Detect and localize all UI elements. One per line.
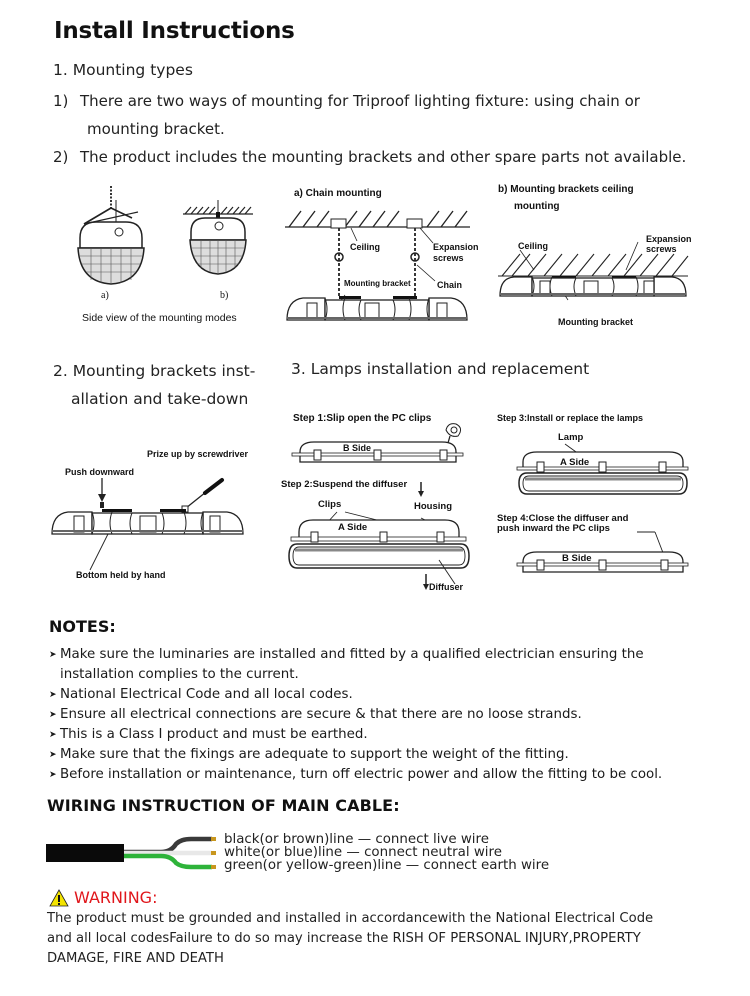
bracket-mounting-title-line2: mounting xyxy=(514,201,560,212)
warning-title: WARNING: xyxy=(74,888,158,907)
note-item xyxy=(49,707,582,722)
bullet-arrow-icon: ➤ xyxy=(49,690,57,700)
step3-lamp-label: Lamp xyxy=(558,432,584,443)
neutral-wire-tip xyxy=(211,851,216,855)
prize-up-label: Prize up by screwdriver xyxy=(147,449,249,459)
note-text: This is a Class I product and must be earthed. xyxy=(60,727,368,742)
warning-text-line3: DAMAGE, FIRE AND DEATH xyxy=(47,951,224,966)
step2-illustration xyxy=(285,480,470,590)
section-mounting-types-heading: 1. Mounting types xyxy=(53,61,193,79)
earth-wire xyxy=(120,856,212,867)
mounting-item-1-number: 1) xyxy=(53,92,69,110)
note-item xyxy=(49,767,662,782)
bottom-held-label: Bottom held by hand xyxy=(76,570,166,580)
bracket-ceiling-label: Ceiling xyxy=(518,241,549,251)
push-downward-label: Push downward xyxy=(65,467,135,477)
step3-a-side-label: A Side xyxy=(560,457,590,468)
bracket-takedown-illustration xyxy=(50,476,245,571)
note-item xyxy=(49,647,644,662)
note-item-cont xyxy=(60,667,299,682)
bracket-screws-label: screws xyxy=(646,244,677,254)
step4-label-line2: push inward the PC clips xyxy=(497,523,610,534)
side-view-fixture-b-illustration xyxy=(183,200,253,290)
step1-b-side-label: B Side xyxy=(343,443,372,453)
step3-illustration xyxy=(515,440,690,500)
chain-mounting-illustration xyxy=(285,205,485,330)
warning-text-line2: and all local codesFailure to do so may increase the RISH OF PERSONAL INJURY,PROPERTY xyxy=(47,931,641,946)
mounting-item-2-text: The product includes the mounting brackets and other spare parts not available. xyxy=(80,148,687,166)
main-cable-illustration xyxy=(46,834,221,870)
section-lamps-heading: 3. Lamps installation and replacement xyxy=(291,360,590,378)
note-item xyxy=(49,687,353,702)
note-item xyxy=(49,727,368,742)
wiring-title: WIRING INSTRUCTION OF MAIN CABLE: xyxy=(47,796,400,815)
section-brackets-heading-line2: allation and take-down xyxy=(71,390,249,408)
note-text: installation complies to the current. xyxy=(60,667,299,682)
step1-illustration xyxy=(290,420,465,470)
chain-mounting-title: a) Chain mounting xyxy=(294,188,382,199)
step2-clips-label: Clips xyxy=(318,499,342,510)
wire-neutral-label: white(or blue)line — connect neutral wire xyxy=(224,845,502,860)
bracket-expansion-label: Expansion xyxy=(646,234,692,244)
bullet-arrow-icon: ➤ xyxy=(49,710,57,720)
chain-bracket-label: Mounting bracket xyxy=(344,279,411,288)
wire-earth-label: green(or yellow-green)line — connect earth wire xyxy=(224,858,550,873)
bracket-bracket-label: Mounting bracket xyxy=(558,317,634,327)
step4-label-line1: Step 4:Close the diffuser and xyxy=(497,513,629,524)
step2-label: Step 2:Suspend the diffuser xyxy=(281,479,408,490)
step4-illustration xyxy=(515,530,690,580)
warning-text-line1: The product must be grounded and installed in accordancewith the National Electrical Code xyxy=(47,911,654,926)
bullet-arrow-icon: ➤ xyxy=(49,650,57,660)
bullet-arrow-icon: ➤ xyxy=(49,730,57,740)
step1-label: Step 1:Slip open the PC clips xyxy=(293,413,432,424)
side-view-label-b: b) xyxy=(220,290,229,301)
step2-housing-label: Housing xyxy=(414,501,452,512)
bullet-arrow-icon: ➤ xyxy=(49,770,57,780)
bullet-arrow-icon: ➤ xyxy=(49,750,57,760)
step4-b-side-label: B Side xyxy=(562,553,592,564)
step3-label: Step 3:Install or replace the lamps xyxy=(497,413,644,423)
chain-chain-label: Chain xyxy=(437,280,463,290)
side-view-caption: Side view of the mounting modes xyxy=(82,312,237,324)
live-wire-tip xyxy=(211,837,216,841)
mounting-item-2-number: 2) xyxy=(53,148,69,166)
note-text: Before installation or maintenance, turn off electric power and allow the fitting to be cool. xyxy=(60,767,663,782)
wire-live-label: black(or brown)line — connect live wire xyxy=(224,832,489,847)
step2-diffuser-label: Diffuser xyxy=(429,582,464,592)
page-title: Install Instructions xyxy=(54,18,295,44)
side-view-label-a: a) xyxy=(101,290,109,301)
side-view-fixture-a-illustration xyxy=(76,186,146,286)
cable-sheath xyxy=(46,844,124,862)
notes-title: NOTES: xyxy=(49,617,116,636)
note-text: Make sure the luminaries are installed and fitted by a qualified electrician ensuring the xyxy=(60,647,644,662)
chain-ceiling-label: Ceiling xyxy=(350,242,381,252)
note-text: Make sure that the fixings are adequate to support the weight of the fitting. xyxy=(60,747,569,762)
note-text: National Electrical Code and all local codes. xyxy=(60,687,353,702)
section-brackets-heading-line1: 2. Mounting brackets inst- xyxy=(53,362,256,380)
step2-a-side-label: A Side xyxy=(338,522,368,533)
note-text: Ensure all electrical connections are secure & that there are no loose strands. xyxy=(60,707,582,722)
live-wire xyxy=(120,839,212,852)
mounting-item-1-text: There are two ways of mounting for Triproof lighting fixture: using chain or xyxy=(80,92,640,110)
mounting-item-1-text-cont: mounting bracket. xyxy=(87,120,225,138)
chain-screws-label: screws xyxy=(433,253,464,263)
bracket-mounting-title-line1: b) Mounting brackets ceiling xyxy=(498,184,634,195)
earth-wire-tip xyxy=(211,865,216,869)
note-item xyxy=(49,747,569,762)
warning-triangle-icon xyxy=(49,889,69,907)
chain-expansion-label: Expansion xyxy=(433,242,479,252)
